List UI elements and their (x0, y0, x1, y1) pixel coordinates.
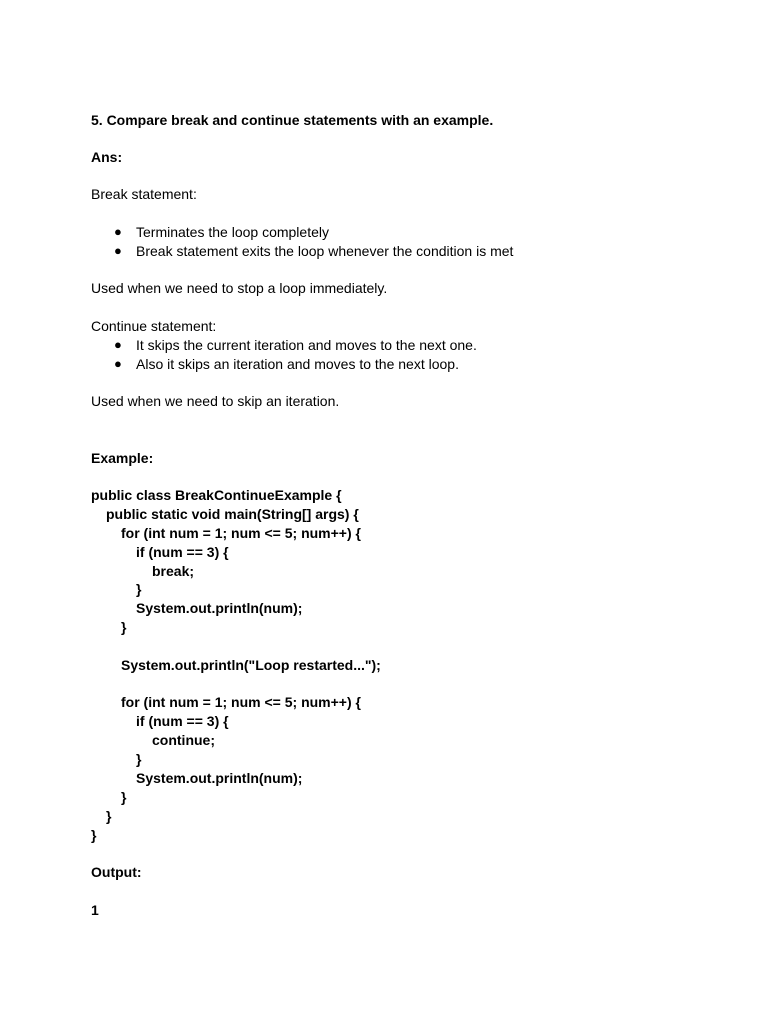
code-line: } (136, 751, 142, 767)
code-line: for (int num = 1; num <= 5; num++) { (121, 525, 361, 541)
code-line: if (num == 3) { (136, 713, 229, 729)
code-line: for (int num = 1; num <= 5; num++) { (121, 694, 361, 710)
code-line: } (121, 619, 127, 635)
code-line: if (num == 3) { (136, 544, 229, 560)
code-line: } (106, 808, 112, 824)
bullet-icon: ● (114, 337, 122, 352)
break-heading: Break statement: (91, 186, 197, 202)
code-line: break; (152, 563, 195, 579)
continue-usage: Used when we need to skip an iteration. (91, 393, 340, 409)
code-line: } (121, 789, 127, 805)
output-value: 1 (91, 902, 99, 918)
bullet-icon: ● (114, 224, 122, 239)
code-line: System.out.println(num); (136, 770, 303, 786)
continue-bullet-1: It skips the current iteration and moves to the next one. (136, 337, 477, 353)
question-heading: 5. Compare break and continue statements with an example. (91, 112, 494, 128)
code-line: continue; (152, 732, 215, 748)
continue-bullet-2: Also it skips an iteration and moves to the next loop. (136, 356, 459, 372)
break-usage: Used when we need to stop a loop immediately. (91, 280, 388, 296)
output-label: Output: (91, 864, 142, 880)
bullet-icon: ● (114, 356, 122, 371)
code-line: public static void main(String[] args) { (106, 506, 359, 522)
code-line: } (136, 581, 142, 597)
continue-heading: Continue statement: (91, 318, 217, 334)
bullet-icon: ● (114, 243, 122, 258)
break-bullet-1: Terminates the loop completely (136, 224, 329, 240)
code-line: } (91, 827, 97, 843)
code-line: System.out.println(num); (136, 600, 303, 616)
break-bullet-2: Break statement exits the loop whenever the condition is met (136, 243, 514, 259)
code-line: System.out.println("Loop restarted..."); (121, 657, 381, 673)
answer-label: Ans: (91, 149, 123, 165)
example-label: Example: (91, 450, 154, 466)
code-line: public class BreakContinueExample { (91, 487, 342, 503)
